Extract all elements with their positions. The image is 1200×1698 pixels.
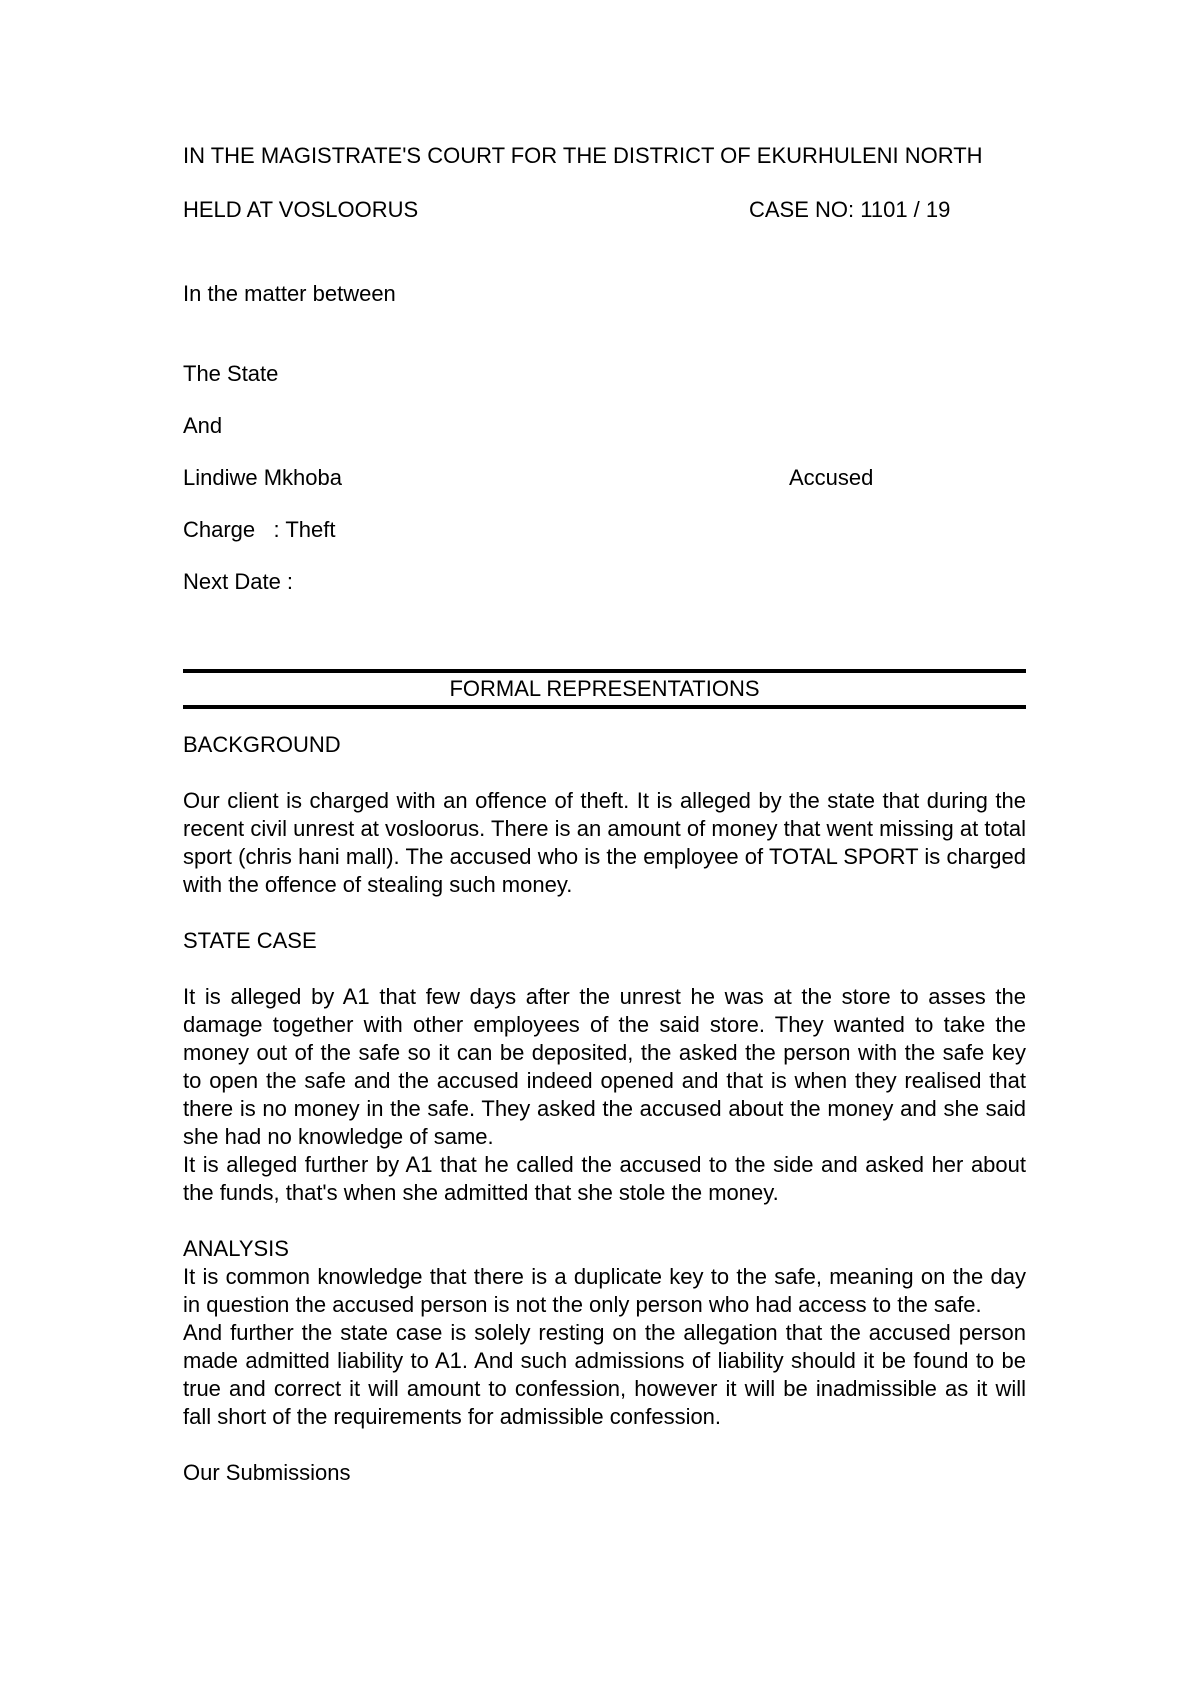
party-state: The State [183,361,279,386]
held-at-row [183,196,1026,224]
party-and: And [183,413,223,438]
accused-label: Accused [789,465,874,490]
title-rule-bottom [183,705,1026,709]
accused-name: Lindiwe Mkhoba [183,465,342,490]
title-rule-top [183,669,1026,673]
state-case-paragraph-1: It is alleged by A1 that few days after the unrest he was at the store to asses the damage together with other employees of the said store. They wanted to take the money out of the safe so it can be deposited, the asked the person with the safe key to open the safe and the accused indeed opened and that is when they realised that there is no money in the safe. They asked the accused about the money and she said she had no knowledge of same. [183,984,1026,1149]
submissions-heading: Our Submissions [183,1460,351,1485]
document-page [183,142,1026,1487]
charge-line: Charge : Theft [183,517,336,542]
held-at-text: HELD AT VOSLOORUS [183,197,419,222]
state-case-paragraph-2: It is alleged further by A1 that he called the accused to the side and asked her about the funds, that's when she admitted that she stole the money. [183,1152,1026,1205]
analysis-heading: ANALYSIS [183,1236,289,1261]
document-title: FORMAL REPRESENTATIONS [449,676,760,701]
matter-intro: In the matter between [183,281,396,306]
court-heading: IN THE MAGISTRATE'S COURT FOR THE DISTRICT OF EKURHULENI NORTH [183,143,983,168]
case-number: CASE NO: 1101 / 19 [749,197,951,222]
next-date-line: Next Date : [183,569,294,594]
accused-row [183,464,1026,492]
background-heading: BACKGROUND [183,732,341,757]
analysis-paragraph-2: And further the state case is solely resting on the allegation that the accused person made admitted liability to A1. And such admissions of liability should it be found to be true and correct it will amount to confession, however it will be inadmissible as it will fall short of the requirements for admissible confession. [183,1320,1026,1429]
state-case-heading: STATE CASE [183,928,317,953]
analysis-paragraph-1: It is common knowledge that there is a duplicate key to the safe, meaning on the day in question the accused person is not the only person who had access to the safe. [183,1264,1026,1317]
background-paragraph: Our client is charged with an offence of theft. It is alleged by the state that during the recent civil unrest at vosloorus. There is an amount of money that went missing at total sport (chris hani mall). The accused who is the employee of TOTAL SPORT is charged with the offence of stealing such money. [183,788,1026,897]
